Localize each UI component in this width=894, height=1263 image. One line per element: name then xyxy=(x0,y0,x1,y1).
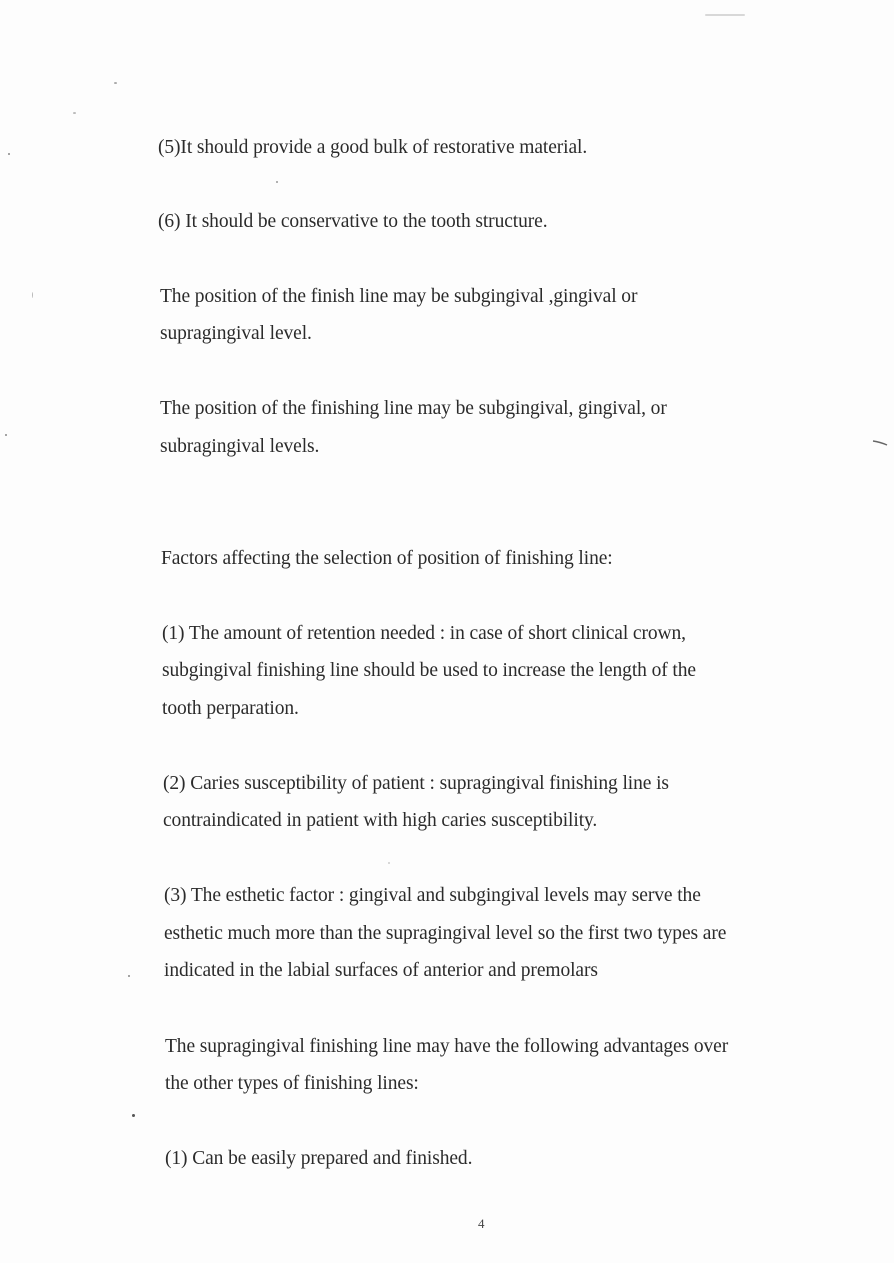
scan-speck xyxy=(5,434,7,436)
scan-speck xyxy=(114,82,117,84)
scan-speck xyxy=(132,1114,135,1117)
text-line: contraindicated in patient with high caries susceptibility. xyxy=(163,810,598,831)
scan-speck xyxy=(8,153,10,155)
scan-mark xyxy=(872,440,888,446)
text-line: indicated in the labial surfaces of anterior and premolars xyxy=(164,960,598,981)
scan-speck xyxy=(388,862,390,864)
section-heading: Factors affecting the selection of position of finishing line: xyxy=(161,548,613,569)
text-line: The position of the finishing line may be subgingival, gingival, or xyxy=(160,398,667,419)
scan-smudge xyxy=(705,14,745,16)
scan-speck xyxy=(276,181,278,183)
text-line: tooth perparation. xyxy=(162,698,299,719)
text-line: The position of the finish line may be subgingival ,gingival or xyxy=(160,286,638,307)
text-line: (5)It should provide a good bulk of restorative material. xyxy=(158,137,588,158)
text-line: (6) It should be conservative to the tooth structure. xyxy=(158,211,548,232)
text-line: subgingival finishing line should be used to increase the length of the xyxy=(162,660,696,681)
text-line: The supragingival finishing line may have the following advantages over xyxy=(165,1036,729,1057)
text-line: (2) Caries susceptibility of patient : supragingival finishing line is xyxy=(163,773,669,794)
text-line: subragingival levels. xyxy=(160,436,320,457)
text-line: (1) The amount of retention needed : in case of short clinical crown, xyxy=(162,623,686,644)
page-number: 4 xyxy=(478,1216,485,1231)
scan-speck xyxy=(73,112,76,114)
text-line: (1) Can be easily prepared and finished. xyxy=(165,1148,473,1169)
text-line: esthetic much more than the supragingival level so the first two types are xyxy=(164,923,727,944)
text-line: (3) The esthetic factor : gingival and subgingival levels may serve the xyxy=(164,885,701,906)
scan-speck xyxy=(32,292,33,298)
scan-speck xyxy=(128,975,130,977)
text-line: supragingival level. xyxy=(160,323,312,344)
text-line: the other types of finishing lines: xyxy=(165,1073,419,1094)
